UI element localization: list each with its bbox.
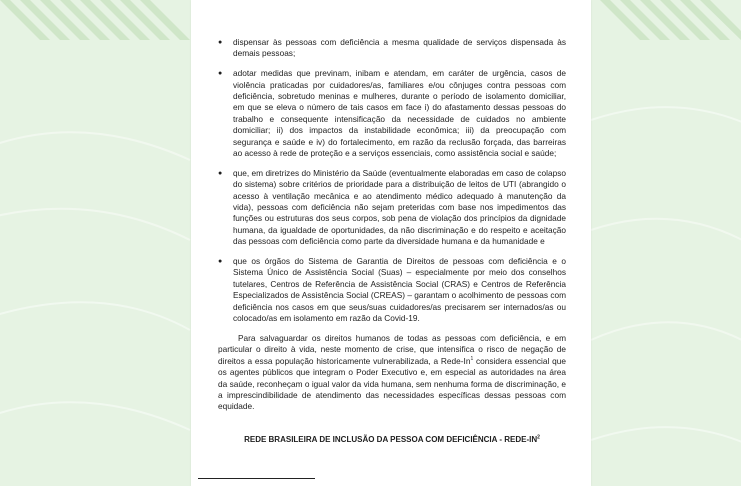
list-item <box>218 37 566 60</box>
organization-signature <box>218 434 566 445</box>
organization-name: REDE BRASILEIRA DE INCLUSÃO DA PESSOA COM DEFICIÊNCIA - REDE-IN <box>244 434 538 444</box>
list-item-text: que, em diretrizes do Ministério da Saúde (eventualmente elaboradas em caso de colapso do sistema) sobre critérios de prioridade para a distribuição de leitos de UTI (abrangido o acesso à ventilação mecânica e ao atendimento médico adequado à manutenção da vida), pessoas com deficiência não sejam preteridas com base nos impedimentos das funções ou estruturas dos seus corpos, sob pena de violação dos princípios da dignidade humana, da igualdade de oportunidades, da não discriminação e do respeito e aceitação das pessoas com deficiência como parte da diversidade humana e da humanidade e <box>233 167 566 247</box>
closing-text-b: considera essencial que os agentes públicos que integram o Poder Executivo e, em especial as autoridades na área da saúde, reconheçam o igual valor da vida humana, sem nenhuma forma de discriminação, e a imprescindibilidade de atendimento das necessidades específicas dessas pessoas com equidade. <box>218 355 566 412</box>
list-item-text: adotar medidas que previnam, inibam e atendam, em caráter de urgência, casos de violência praticadas por cuidadores/as, familiares e/ou cônjuges contra pessoas com deficiência, sobretudo meninas e mulheres, durante o período de isolamento domiciliar, em que se eleva o número de tais casos em face i) do afastamento dessas pessoas do trabalho e consequente intensificação da necessidade de cuidados no ambiente domiciliar; ii) dos impactos da instabilidade econômica; iii) da preocupação com segurança e saúde e iv) do fortalecimento, em razão da reclusão forçada, das barreiras ao acesso à rede de proteção e a serviços essenciais, como assistência social e saúde; <box>233 68 566 159</box>
footnote-ref[interactable]: 2 <box>537 434 540 441</box>
list-item <box>218 256 566 324</box>
document-body <box>218 37 566 445</box>
list-item <box>218 68 566 159</box>
bullet-icon: ● <box>218 258 223 266</box>
bullet-icon: ● <box>218 39 223 46</box>
footnote-separator <box>198 478 315 479</box>
bullet-icon: ● <box>218 169 223 177</box>
list-item <box>218 168 566 248</box>
document-page <box>191 0 591 486</box>
closing-text-a: Para salvaguardar os direitos humanos de todas as pessoas com deficiência, e em particular o direito à vida, neste momento de crise, que intensifica o risco de negação de direitos a essa população historicamente vulnerabilizada, a Rede-In <box>218 332 566 366</box>
bullet-icon: ● <box>218 70 223 78</box>
list-item-text: dispensar às pessoas com deficiência a mesma qualidade de serviços dispensada às demais pessoas; <box>233 37 566 59</box>
list-item-text: que os órgãos do Sistema de Garantia de Direitos de pessoas com deficiência e o Sistema Único de Assistência Social (Suas) – especialmente por meio dos conselhos tutelares, Centros de Referência de Assistência Social (CRAS) e Centros de Referência Especializados de Assistência Social (CREAS) – garantam o acolhimento de pessoas com deficiência nos casos em que seus/suas cuidadores/as precisarem ser internados/as ou colocado/as em isolamento em razão da Covid-19. <box>233 256 566 324</box>
closing-paragraph <box>218 333 566 413</box>
footnote-ref[interactable]: 1 <box>470 355 474 362</box>
